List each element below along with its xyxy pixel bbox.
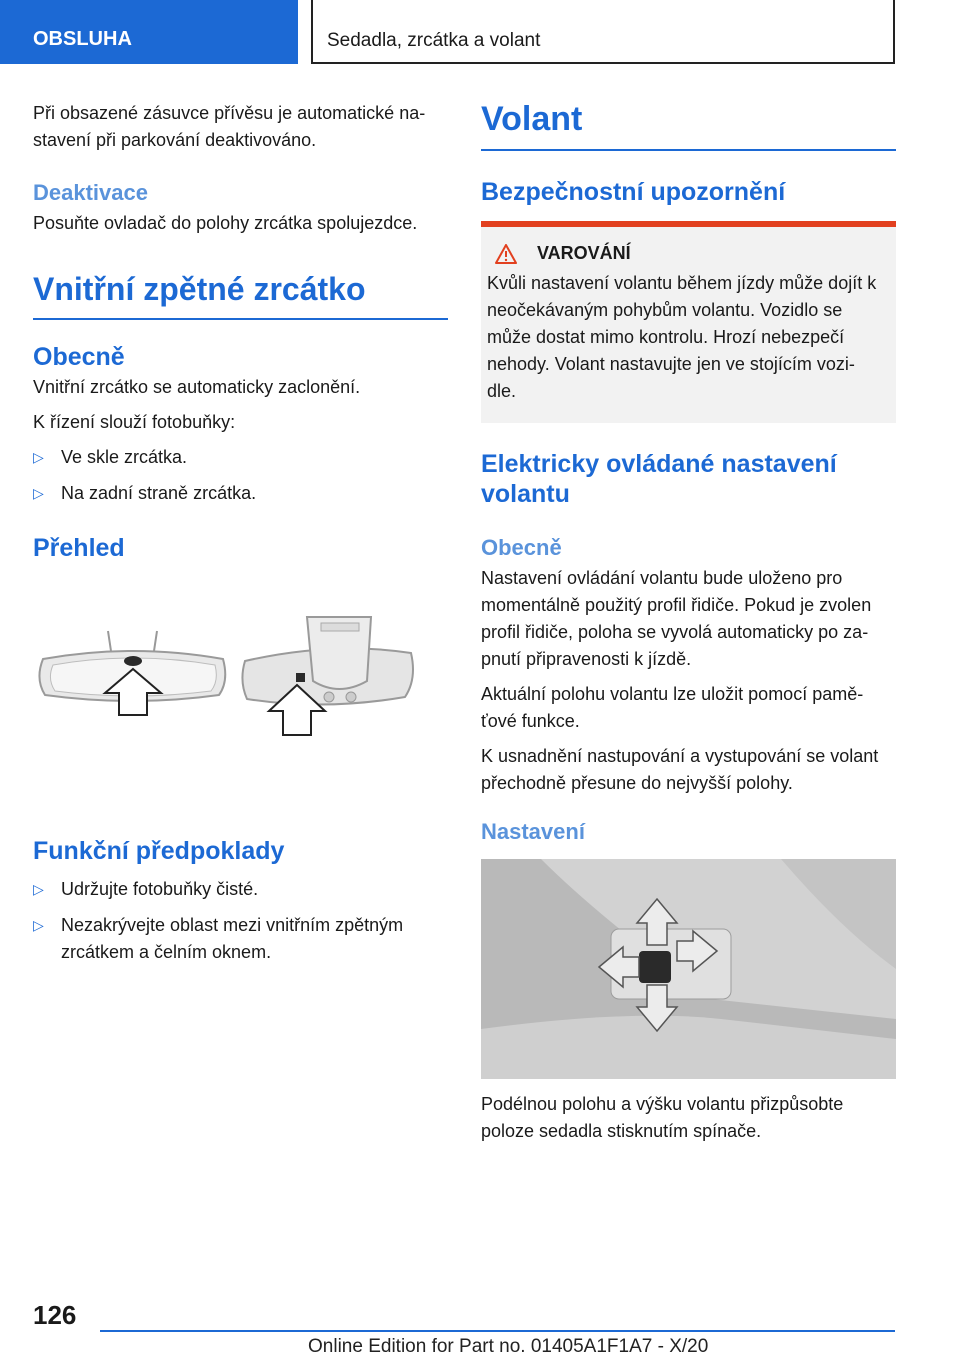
list-item: ▷ Nezakrývejte oblast mezi vnitřním zpětným zrcátkem a čelním oknem. [33,912,448,966]
requirements-list [33,876,448,966]
mirror-heading: Vnitřní zpětné zrcátko [33,271,448,320]
warning-text: Kvůli nastavení volantu během jízdy může dojít k neočekávaným pohybům volantu. Vozidlo se může dostat mimo kontrolu. Hrozí nebezpečí nehody. Volant nastavujte jen ve stojícím vozi-dle. [487,273,877,401]
adjust-text: Podélnou polohu a výšku volantu přizpůsobte poloze sedadla stisknutím spínače. [481,1094,844,1141]
edition-text: Online Edition for Part no. 01405A1F1A7 - X/20 [308,1336,709,1357]
general-text-1: Vnitřní zrcátko se automaticky zaclonění. [33,377,361,397]
paragraph-memory: Aktuální polohu volantu lze uložit pomocí pamě-ťové funkce. [481,684,864,731]
chapter-title: Sedadla, zrcátka a volant [311,0,895,64]
general-text-2: K řízení slouží fotobuňky: [33,412,236,432]
triangle-bullet-icon: ▷ [33,917,44,933]
page-header [0,0,960,66]
adjust-heading: Nastavení [481,819,585,844]
wheel-heading: Volant [481,100,896,151]
overview-heading: Přehled [33,534,125,562]
general-heading: Obecně [33,343,125,371]
warning-label: VAROVÁNÍ [537,243,631,263]
triangle-bullet-icon: ▷ [33,881,44,897]
intro-paragraph: Při obsazené zásuvce přívěsu je automatické na-stavení při parkování deaktivováno. [33,103,426,150]
mirror-overview-illustration [33,611,448,771]
safety-heading: Bezpečnostní upozornění [481,178,786,206]
triangle-bullet-icon: ▷ [33,449,44,465]
sensor-list [33,444,448,507]
warning-box [481,227,896,423]
steering-switch-photo [481,859,896,1079]
paragraph-profile: Nastavení ovládání volantu bude uloženo pro momentálně použitý profil řidiče. Pokud je zvolen profil řidiče, poloha se vyvolá automaticky po za-pnutí připravenosti k jízdě. [481,568,872,669]
general-heading-right: Obecně [481,535,562,560]
footer-divider [100,1330,895,1332]
warning-triangle-icon [495,244,517,264]
deactivation-heading: Deaktivace [33,180,148,205]
deactivation-text: Posuňte ovladač do polohy zrcátka spolujezdce. [33,213,418,233]
list-item: ▷ Udržujte fotobuňky čisté. [33,876,448,903]
paragraph-easy-entry: K usnadnění nastupování a vystupování se volant přechodně přesune do nejvyšší polohy. [481,746,879,793]
section-tab[interactable]: OBSLUHA [0,0,298,64]
left-column [33,100,448,975]
triangle-bullet-icon: ▷ [33,485,44,501]
requirements-heading: Funkční předpoklady [33,837,285,865]
list-item: ▷ Na zadní straně zrcátka. [33,480,448,507]
list-item: ▷ Ve skle zrcátka. [33,444,448,471]
page-number: 126 [33,1300,77,1330]
right-column [481,100,896,1153]
electric-heading: Elektricky ovládané nastavení volantu [481,450,837,508]
